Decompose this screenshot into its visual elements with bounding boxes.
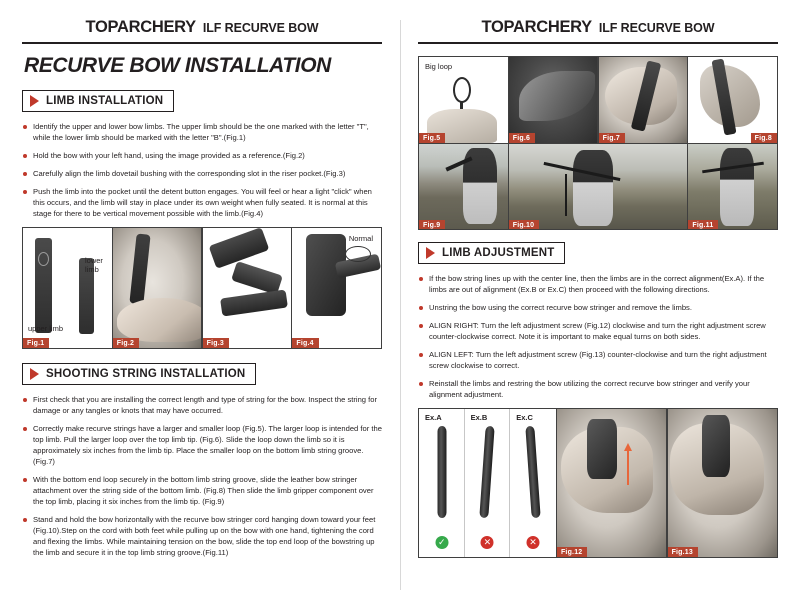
list-item: ALIGN LEFT: Turn the left adjustment screw (Fig.13) counter-clockwise and turn the right adjustment screw clockwise to correct. [418, 349, 778, 371]
section-label: SHOOTING STRING INSTALLATION [46, 368, 246, 380]
rotation-arrow-icon [624, 443, 632, 451]
list-item: ALIGN RIGHT: Turn the left adjustment screw (Fig.12) clockwise and turn the right adjustment screw counter-clockwise correct. Note it is important to make equal turns on both sides. [418, 320, 778, 342]
figure-3 [203, 228, 292, 348]
figure-9 [419, 144, 508, 230]
right-column [400, 18, 784, 594]
list-item: Correctly make recurve strings have a larger and smaller loop (Fig.5). The larger loop is intended for the top limb. Pull the larger loop over the top limb tip. (Fig.6). Slide the loop down the limb so it is approximately six inches from the limb tip. Place the smaller loop on the bottom limb string groove. (Fig.7) [22, 423, 382, 467]
figure-tag: Fig.13 [668, 547, 698, 557]
example-label: Ex.B [470, 413, 488, 422]
figure-grid-limb-installation [22, 227, 382, 349]
figure-1 [23, 228, 112, 348]
brand-name: TOPARCHERY [85, 18, 196, 36]
figure-10 [509, 144, 687, 230]
brand-header-left [22, 18, 382, 44]
figure-tag: Fig.5 [419, 133, 445, 143]
list-item: With the bottom end loop securely in the bottom limb string groove, slide the leather bow stringer attachment over the string side of the bottom limb. (Fig.8) Then slide the limb gripper component over the top limb, placing it six inches from the limb tip. (Fig.9) [22, 474, 382, 507]
arrow-right-icon [426, 247, 435, 259]
limb-tip-graphic [519, 71, 595, 121]
figure-tag: Fig.12 [557, 547, 587, 557]
figure-tag: Fig.11 [688, 220, 718, 230]
section-limb-installation [22, 90, 174, 112]
figure-13 [668, 409, 777, 557]
normal-callout-ellipse [345, 246, 371, 262]
figure-grid-limb-adjustment [418, 408, 778, 558]
list-item: Hold the bow with your left hand, using the image provided as a reference.(Fig.2) [22, 150, 382, 161]
figure-tag: Fig.2 [113, 338, 139, 348]
figure-2 [113, 228, 202, 348]
example-label: Ex.C [516, 413, 533, 422]
figure-5-label: Big loop [425, 62, 453, 71]
string-installation-steps [22, 394, 382, 558]
limb-graphic [220, 289, 288, 316]
archer-graphic [573, 150, 613, 226]
section-shooting-string-installation [22, 363, 256, 385]
bow-alignment-graphic [525, 426, 540, 518]
figure-4 [292, 228, 381, 348]
figure-5 [419, 57, 508, 143]
bow-alignment-graphic [437, 426, 446, 518]
figure-tag: Fig.7 [599, 133, 625, 143]
figure-tag: Fig.1 [23, 338, 49, 348]
riser-graphic [587, 419, 617, 479]
brand-header-right [418, 18, 778, 44]
brand-subtitle: ILF RECURVE BOW [598, 21, 715, 35]
status-badge: ✓ [435, 536, 448, 549]
figure-4-caption: Normal [348, 234, 373, 243]
example-c [510, 409, 556, 557]
example-label: Ex.A [425, 413, 442, 422]
limb-installation-steps [22, 121, 382, 219]
section-label: LIMB INSTALLATION [46, 95, 164, 107]
section-label: LIMB ADJUSTMENT [442, 247, 555, 259]
limb-graphic [129, 233, 150, 304]
figure-6 [509, 57, 598, 143]
bow-alignment-graphic [480, 426, 495, 518]
arrow-right-icon [30, 95, 39, 107]
figure-tag: Fig.4 [292, 338, 318, 348]
list-item: Unstring the bow using the correct recurve bow stringer and remove the limbs. [418, 302, 778, 313]
list-item: Push the limb into the pocket until the detent button engages. You will feel or hear a light "click" when this occurs, and the limb will stay in place under its own weight when fully seated. It is normal at this stage for there to be vertical movement possible with the limb.(Fig.4) [22, 186, 382, 219]
example-b [465, 409, 511, 557]
big-loop-graphic [453, 77, 471, 103]
stringer-cord-graphic [565, 174, 567, 216]
figure-11 [688, 144, 777, 230]
figure-1-caption-lower: lower limb [85, 256, 103, 274]
status-badge: ✕ [526, 536, 539, 549]
list-item: Stand and hold the bow horizontally with the recurve bow stringer cord hanging down toward your feet (Fig.10).Step on the cord with both feet while pulling up on the bow with one hand, tightening the cord and flexing the limbs. While maintaining tension on the bow, slide the top end loop of the bowstring up the limb and secure it in the top limb string groove.(Fig.11) [22, 514, 382, 558]
brand-name: TOPARCHERY [481, 18, 592, 36]
figure-tag: Fig.6 [509, 133, 535, 143]
alignment-examples [419, 409, 556, 557]
list-item: First check that you are installing the correct length and type of string for the bow. Inspect the string for damage or any tangles or knots that may have occurred. [22, 394, 382, 416]
limb-dovetail-graphic [231, 261, 283, 295]
figure-tag: Fig.9 [419, 220, 445, 230]
archer-graphic [720, 148, 754, 226]
list-item: Reinstall the limbs and restring the bow utilizing the correct recurve bow stringer and verify your alignment adjustment. [418, 378, 778, 400]
figure-tag: Fig.10 [509, 220, 539, 230]
status-badge: ✕ [481, 536, 494, 549]
limb-adjustment-steps [418, 273, 778, 400]
figure-12 [557, 409, 666, 557]
figure-1-caption-upper: upper limb [28, 324, 64, 333]
brand-subtitle: ILF RECURVE BOW [202, 21, 319, 35]
figure-grid-string-installation [418, 56, 778, 230]
figure-7 [599, 57, 688, 143]
list-item: Carefully align the limb dovetail bushing with the corresponding slot in the riser pocket.(Fig.3) [22, 168, 382, 179]
left-column [16, 18, 400, 594]
figure-8 [688, 57, 777, 143]
riser-graphic [702, 415, 730, 477]
figure-tag: Fig.8 [751, 133, 777, 143]
hand-graphic [117, 298, 202, 342]
section-limb-adjustment [418, 242, 565, 264]
example-a [419, 409, 465, 557]
list-item: If the bow string lines up with the center line, then the limbs are in the correct alignment(Ex.A). If the limbs are out of alignment (Ex.B or Ex.C) then proceed with the following directions. [418, 273, 778, 295]
figure-tag: Fig.3 [203, 338, 229, 348]
page-title: RECURVE BOW INSTALLATION [24, 54, 331, 77]
example-row [419, 409, 556, 557]
limb-detail-icon [38, 252, 49, 266]
arrow-right-icon [30, 368, 39, 380]
rotation-arrow-stem [627, 451, 629, 485]
list-item: Identify the upper and lower bow limbs. The upper limb should be the one marked with the letter "T", while the lower limb should be marked with the letter "B".(Fig.1) [22, 121, 382, 143]
